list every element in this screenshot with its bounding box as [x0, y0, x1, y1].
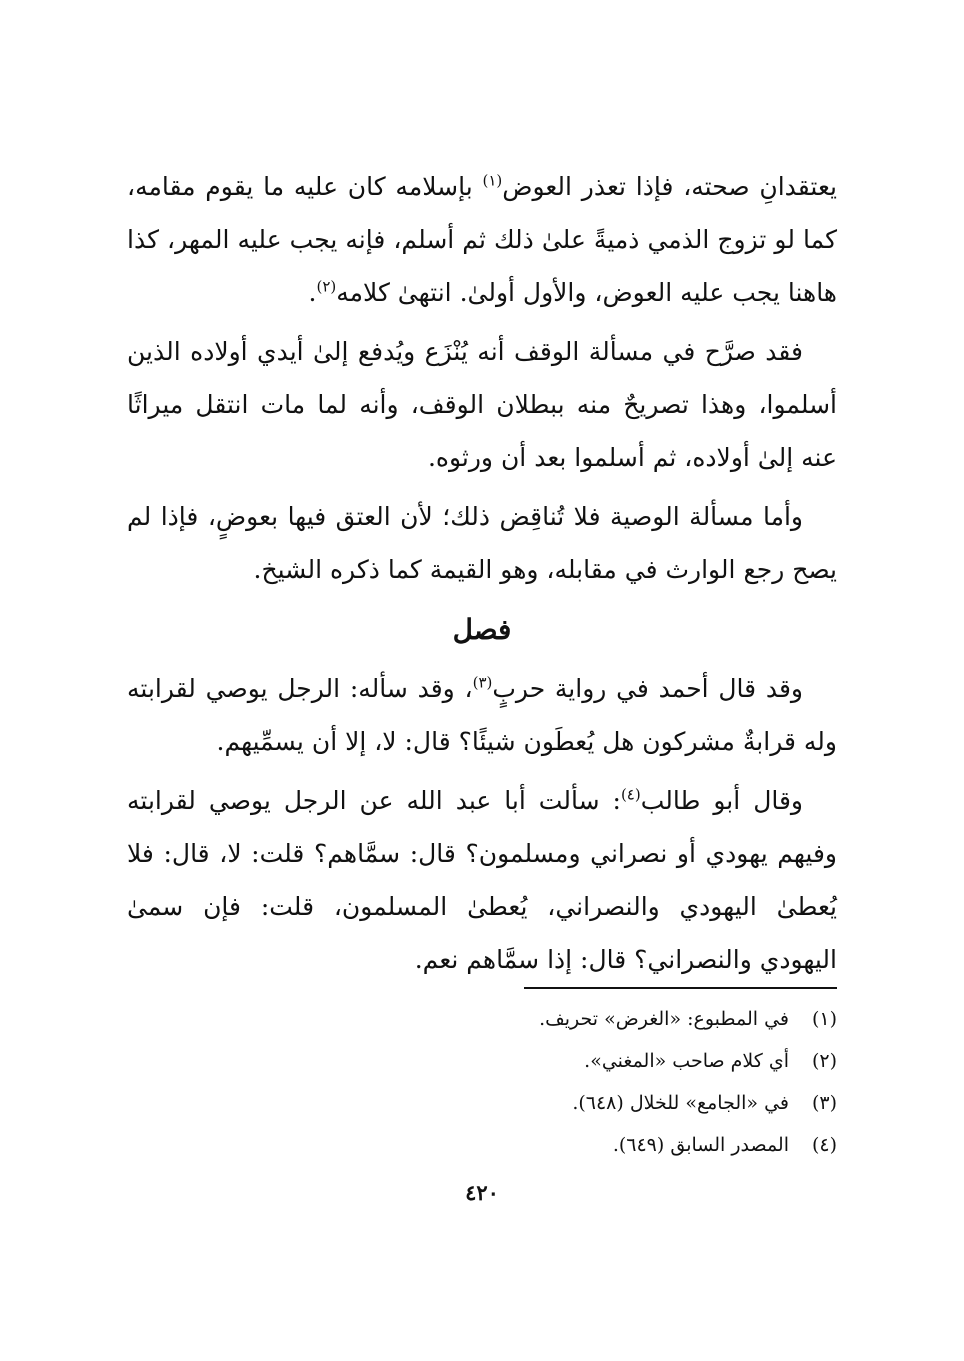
footnote-number: (١): [811, 1008, 837, 1030]
paragraph-5-text-a: وقال أبو طالب: [640, 786, 803, 815]
footnote-number: (٤): [811, 1134, 837, 1156]
paragraph-1-text-c: .: [308, 278, 317, 307]
footnote-divider: [524, 987, 837, 989]
footnote-2: [300, 1040, 837, 1082]
footnotes: [300, 998, 837, 1166]
section-title: فصل: [452, 613, 512, 646]
paragraph-5: [127, 774, 837, 986]
footnote-ref-2: (٢): [316, 277, 337, 296]
paragraph-5-text-b: : سألت أبا عبد الله عن الرجل يوصي لقرابته وفيهم يهودي أو نصراني ومسلمون؟ قال: سمَّاهم؟ قلت: لا، قال: فلا يُعطىٰ اليهودي والنصراني، يُعطىٰ المسلمون، قلت: فإن سمىٰ اليهودي والنصراني؟ قال: إذا سمَّاهم نعم.: [127, 786, 837, 974]
footnote-text: أي كلام صاحب «المغني».: [584, 1050, 789, 1072]
paragraph-4-text-a: وقد قال أحمد في رواية حربٍ: [492, 674, 803, 703]
footnote-text: في المطبوع: «الغرض» تحريف.: [539, 1008, 789, 1030]
paragraph-1-text-a: يعتقدانِ صحته، فإذا تعذر العوض: [502, 172, 837, 201]
footnote-number: (٣): [811, 1092, 837, 1114]
footnote-text: في «الجامع» للخلال (٦٤٨).: [572, 1092, 789, 1114]
footnote-4: [300, 1124, 837, 1166]
paragraph-4-text-b: ، وقد سأله: الرجل يوصي لقرابته وله قرابةٌ مشركون هل يُعطَون شيئًا؟ قال: لا، إلا أن يسمِّيهم.: [127, 674, 837, 756]
paragraph-1-text-b: بإسلامه كان عليه ما يقوم مقامه، كما لو تزوج الذمي ذميةً علىٰ ذلك ثم أسلم، فإنه يجب عليه المهر، كذا هاهنا يجب عليه العوض، والأول أولىٰ. انتهىٰ كلامه: [127, 172, 837, 307]
footnote-ref-3: (٣): [472, 673, 493, 692]
paragraph-1: [127, 160, 837, 319]
footnote-text: المصدر السابق (٦٤٩).: [612, 1134, 789, 1156]
footnote-3: [300, 1082, 837, 1124]
footnote-ref-4: (٤): [620, 785, 641, 804]
footnote-1: [300, 998, 837, 1040]
paragraph-4: [127, 662, 837, 768]
paragraph-2: فقد صرَّح في مسألة الوقف أنه يُنْزَع ويُدفع إلىٰ أيدي أولاده الذين أسلموا، وهذا تصريحٌ منه ببطلان الوقف، وأنه لما مات انتقل ميراثًا عنه إلىٰ أولاده، ثم أسلموا بعد أن ورثوه.: [127, 337, 837, 472]
main-text: [127, 160, 837, 992]
footnote-ref-1: (١): [482, 171, 503, 190]
page-number: ٤٢٠: [465, 1180, 499, 1205]
paragraph-3: وأما مسألة الوصية فلا تُناقِض ذلك؛ لأن العتق فيها بعوضٍ، فإذا لم يصح رجع الوارث في مقابله، وهو القيمة كما ذكره الشيخ.: [127, 502, 837, 584]
footnote-number: (٢): [811, 1050, 837, 1072]
